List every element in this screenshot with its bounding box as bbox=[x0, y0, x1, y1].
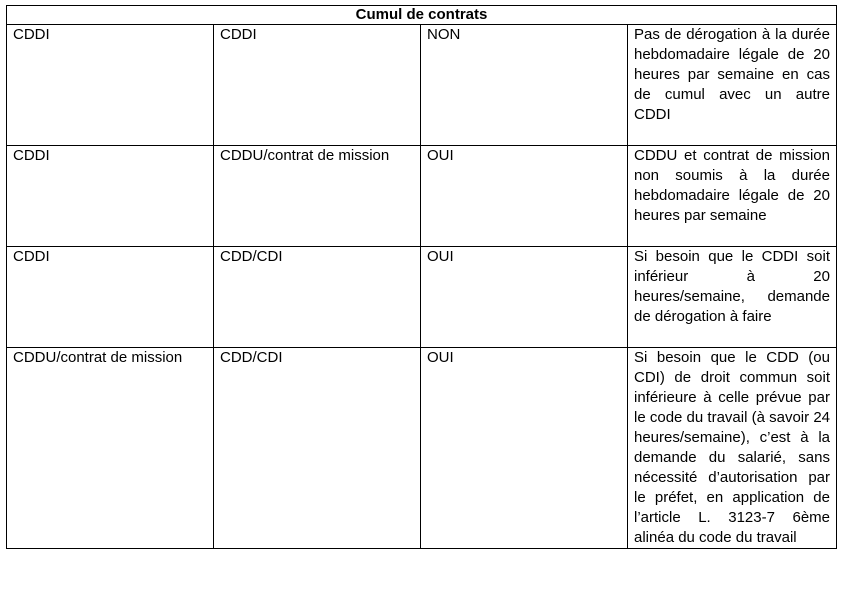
cell-cumul-allowed: NON bbox=[421, 25, 628, 146]
cell-contract-b: CDD/CDI bbox=[214, 348, 421, 549]
table-header-row bbox=[7, 6, 837, 25]
table-row bbox=[7, 247, 837, 348]
cell-contract-b: CDDI bbox=[214, 25, 421, 146]
table-row bbox=[7, 348, 837, 549]
cell-cumul-allowed: OUI bbox=[421, 348, 628, 549]
table-row bbox=[7, 25, 837, 146]
cell-comment: Pas de dérogation à la durée hebdomadaire légale de 20 heures par semaine en cas de cumul avec un autre CDDI bbox=[628, 25, 837, 146]
cell-comment: CDDU et contrat de mission non soumis à la durée hebdomadaire légale de 20 heures par semaine bbox=[628, 146, 837, 247]
cell-contract-a: CDDI bbox=[7, 247, 214, 348]
cell-contract-b: CDD/CDI bbox=[214, 247, 421, 348]
cell-contract-a: CDDI bbox=[7, 146, 214, 247]
cell-cumul-allowed: OUI bbox=[421, 247, 628, 348]
cell-contract-a: CDDU/contrat de mission bbox=[7, 348, 214, 549]
cell-cumul-allowed: OUI bbox=[421, 146, 628, 247]
cell-comment: Si besoin que le CDDI soit inférieur à 20 heures/semaine, demande de dérogation à faire bbox=[628, 247, 837, 348]
cumul-contrats-table bbox=[6, 5, 837, 549]
table-row bbox=[7, 146, 837, 247]
cell-contract-b: CDDU/contrat de mission bbox=[214, 146, 421, 247]
cell-comment: Si besoin que le CDD (ou CDI) de droit commun soit inférieure à celle prévue par le code du travail (à savoir 24 heures/semaine), c’est à la demande du salarié, sans nécessité d’autorisation par le préfet, en application de l’article L. 3123-7 6ème alinéa du code du travail bbox=[628, 348, 837, 549]
table-title: Cumul de contrats bbox=[7, 6, 837, 25]
cell-contract-a: CDDI bbox=[7, 25, 214, 146]
